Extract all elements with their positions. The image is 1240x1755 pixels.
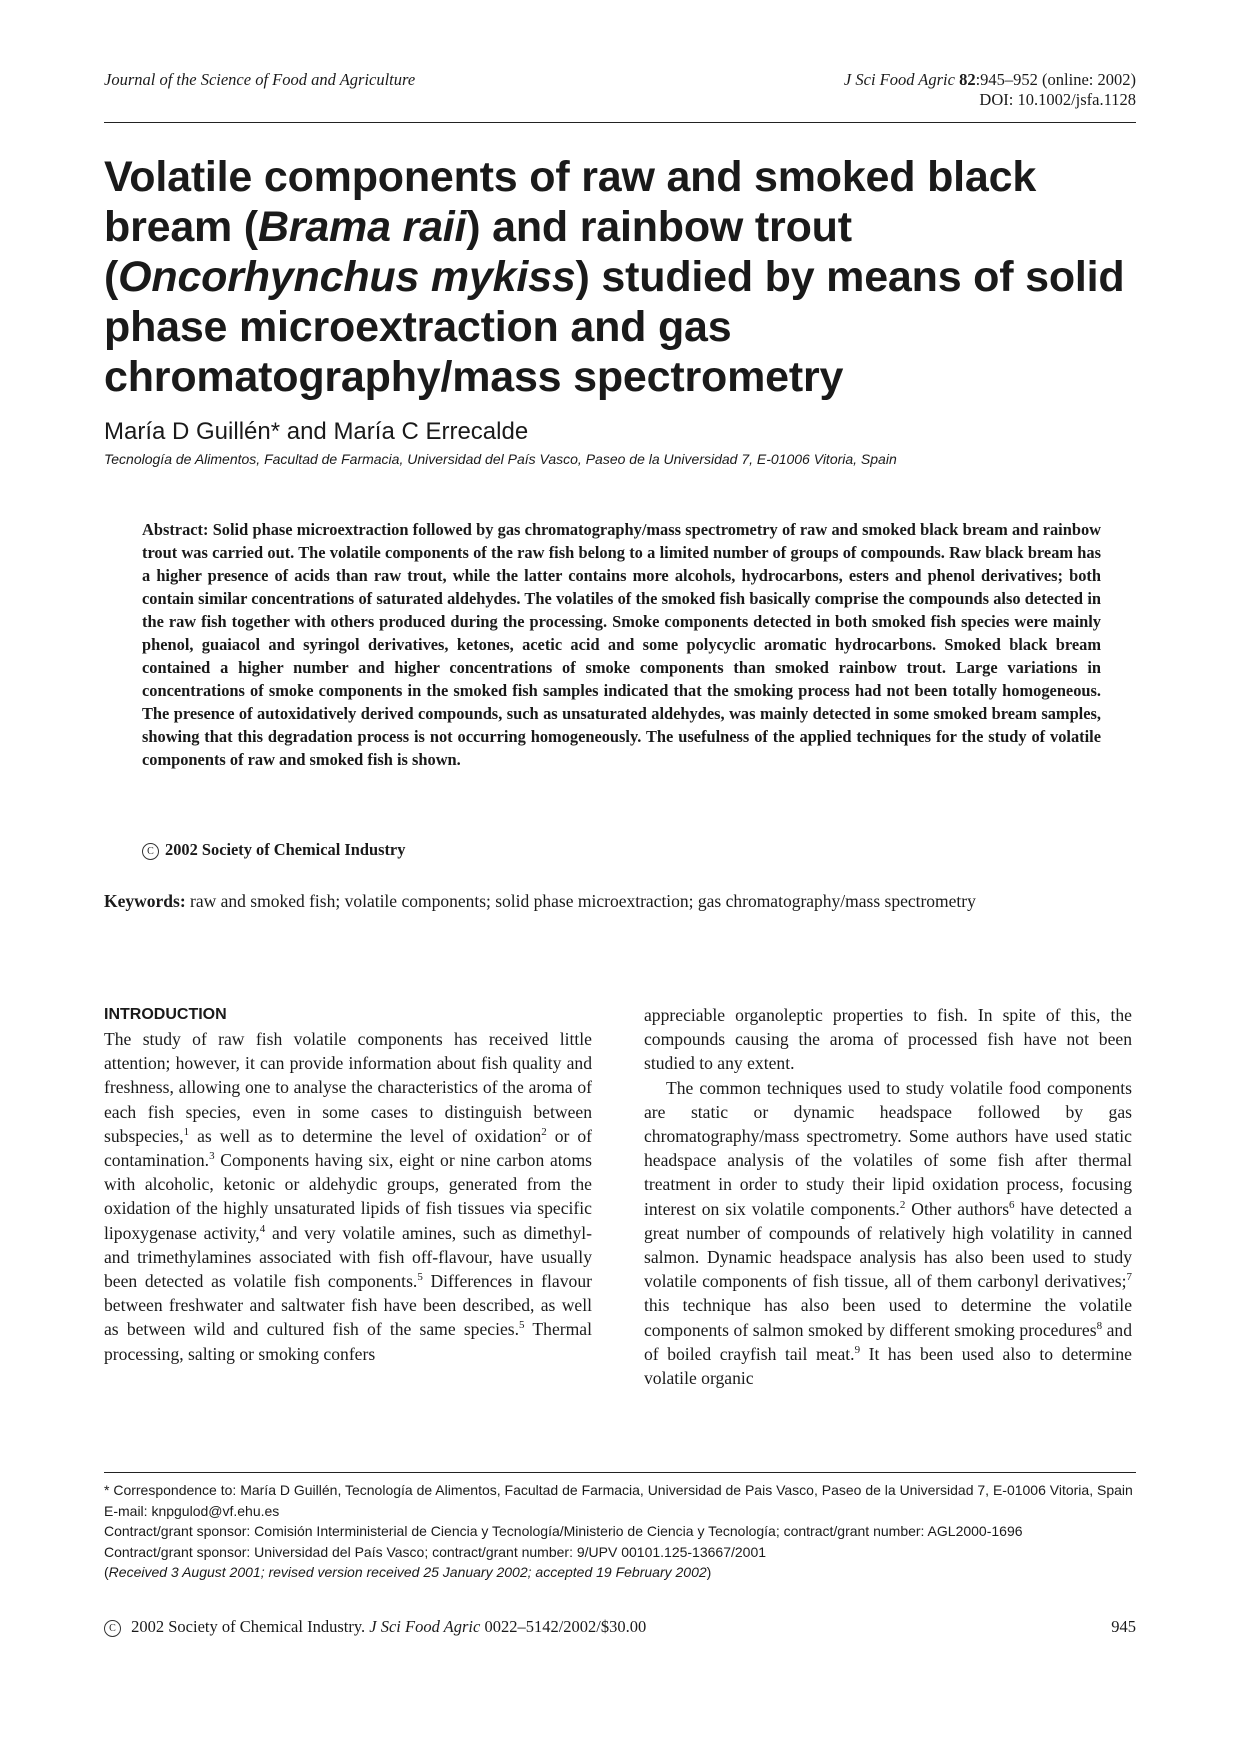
citation-ref[interactable]: 5 <box>519 1319 525 1332</box>
citation-ref[interactable]: 9 <box>854 1343 861 1356</box>
footer-journal: J Sci Food Agric <box>369 1617 481 1636</box>
article-title: Volatile components of raw and smoked black bream (Brama raii) and rainbow trout (Oncorhynchus mykiss) studied by means of solid phase microextraction and gas chromatography/mass spectrometry <box>104 153 1125 401</box>
grant-note-1: Contract/grant sponsor: Comisión Interministerial de Ciencia y Tecnología/Ministerio de Ciencia y Tecnología; contract/grant number: AGL2000-1696 <box>104 1523 1023 1539</box>
footnotes <box>104 1480 1136 1583</box>
abstract-copyright: C 2002 Society of Chemical Industry <box>142 840 405 860</box>
keywords-label: Keywords: <box>104 891 186 911</box>
citation-ref[interactable]: 6 <box>1009 1198 1015 1211</box>
keywords <box>104 890 1136 913</box>
citation-volume: 82 <box>959 70 976 89</box>
copyright-icon: C <box>104 1620 121 1637</box>
abstract: Abstract: Solid phase microextraction followed by gas chromatography/mass spectrometry of raw and smoked black bream and rainbow trout was carried out. The volatile components of the raw fish belong to a limited number of groups of compounds. Raw black bream has a higher presence of acids than raw trout, while the latter contains more alcohols, hydrocarbons, esters and phenol derivatives; both contain similar concentrations of saturated aldehydes. The volatiles of the smoked fish basically comprise the compounds also detected in the raw fish together with others produced during the processing. Smoke components detected in both smoked fish species were mainly phenol, guaiacol and syringol derivatives, ketones, acetic acid and some polycyclic aromatic hydrocarbons. Smoked black bream contained a higher number and higher concentrations of smoke components than smoked rainbow trout. Large variations in concentrations of smoke components in the smoked fish samples indicated that the smoking process had not been totally homogeneous. The presence of autoxidatively derived compounds, such as unsaturated aldehydes, was mainly detected in some smoked bream samples, showing that this degradation process is not occurring homogeneously. The usefulness of the applied techniques for the study of volatile components of raw and smoked fish is shown. <box>142 520 1101 769</box>
keywords-text: raw and smoked fish; volatile components; solid phase microextraction; gas chromatography/mass spectrometry <box>185 891 976 911</box>
footer-copyright: C 2002 Society of Chemical Industry. J Sci Food Agric 0022–5142/2002/$30.00 <box>104 1617 646 1637</box>
citation-block <box>844 70 1136 110</box>
citation-ref[interactable]: 2 <box>899 1198 906 1211</box>
citation-ref[interactable]: 4 <box>259 1222 266 1235</box>
email-note[interactable]: E-mail: knpgulod@vf.ehu.es <box>104 1502 280 1519</box>
species-name-2: Oncorhynchus mykiss <box>118 253 576 301</box>
citation-ref[interactable]: 3 <box>209 1150 215 1163</box>
citation-ref[interactable]: 5 <box>417 1271 423 1284</box>
citation-pages: :945–952 (online: 2002) <box>975 70 1136 89</box>
intro-paragraph-1-cont: appreciable organoleptic properties to fish. In spite of this, the compounds causing the aroma of processed fish have not been studied to any extent. <box>644 1005 1132 1074</box>
header-divider <box>104 122 1136 123</box>
section-heading-introduction: INTRODUCTION <box>104 1006 227 1023</box>
page-number: 945 <box>1111 1617 1136 1636</box>
copyright-icon: C <box>142 843 159 860</box>
body-column-right <box>644 1003 1132 1390</box>
citation-ref[interactable]: 8 <box>1096 1319 1103 1332</box>
body-column-left <box>104 1003 592 1366</box>
citation-journal: J Sci Food Agric <box>843 70 955 89</box>
received-dates: (Received 3 August 2001; revised version received 25 January 2002; accepted 19 February 2002) <box>104 1564 712 1580</box>
citation-ref[interactable]: 7 <box>1126 1271 1132 1284</box>
citation-ref[interactable]: 1 <box>183 1125 190 1138</box>
running-journal-name: Journal of the Science of Food and Agriculture <box>104 70 416 89</box>
correspondence-note: * Correspondence to: María D Guillén, Tecnología de Alimentos, Facultad de Farmacia, Universidad de Pais Vasco, Paseo de la Universidad 7, E-01006 Vitoria, Spain <box>104 1482 1133 1498</box>
intro-paragraph-1: The study of raw fish volatile components has received little attention; however, it can provide information about fish quality and freshness, allowing one to analyse the characteristics of the aroma of each fish species, even in some cases to distinguish between subspecies,$^1$ as well as to determine the level of oxidation$^2$ or of contamination.$^3$ Components having six, eight or nine carbon atoms with alcoholic, ketonic or aldehydic groups, generated from the oxidation of the highly unsaturated lipids of fish tissues via specific lipoxygenase activity,$^4$ and very volatile amines, such as dimethyl- and trimethylamines associated with fish off-flavour, have usually been detected as volatile fish components.$^5$ Differences in flavour between freshwater and saltwater fish have been described, as well as between wild and cultured fish of the same species.$^5$ Thermal processing, salting or smoking confers <box>104 1029 593 1364</box>
species-name-1: Brama raii <box>257 203 467 251</box>
footnote-divider <box>104 1472 1136 1473</box>
doi[interactable]: DOI: 10.1002/jsfa.1128 <box>979 90 1136 109</box>
citation-line <box>844 70 1136 90</box>
intro-paragraph-2: The common techniques used to study volatile food components are static or dynamic headspace followed by gas chromatography/mass spectrometry. Some authors have used static headspace analysis of the volatiles of some fish after thermal treatment in order to study their lipid oxidation process, focusing interest on six volatile components.$^2$ Other authors$^6$ have detected a great number of compounds of relatively high volatility in canned salmon. Dynamic headspace analysis has also been used to study volatile components of fish tissue, all of them carbonyl derivatives;$^7$ this technique has also been used to determine the volatile components of salmon smoked by different smoking procedures$^8$ and of boiled crayfish tail meat.$^9$ It has been used also to determine volatile organic <box>644 1077 1132 1389</box>
grant-note-2: Contract/grant sponsor: Universidad del País Vasco; contract/grant number: 9/UPV 00101.125-13667/2001 <box>104 1543 767 1560</box>
author-affiliation: Tecnología de Alimentos, Facultad de Farmacia, Universidad del País Vasco, Paseo de la Universidad 7, E-01006 Vitoria, Spain <box>104 451 897 467</box>
citation-ref[interactable]: 2 <box>541 1125 547 1138</box>
author-list: María D Guillén* and María C Errecalde <box>104 418 529 445</box>
